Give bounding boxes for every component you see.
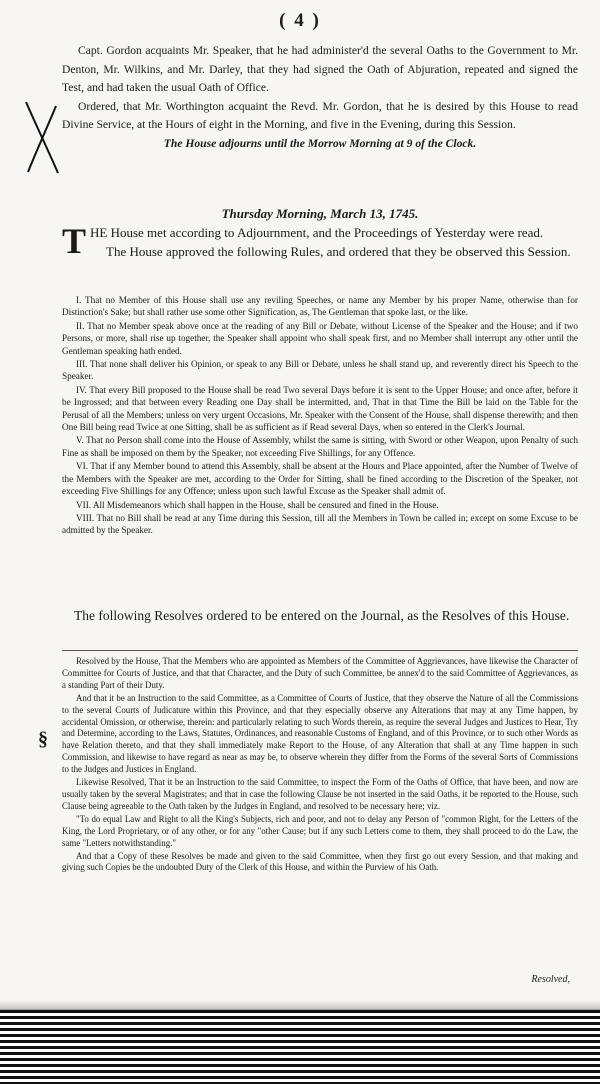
resolves-list [62,656,578,875]
page-number: ( 4 ) [279,10,321,31]
resolves-heading-section [62,606,578,625]
resolve-item: Likewise Resolved, That it be an Instruction to the said Committee, to inspect the Form of the Oaths of Office, that have been, and now are usually taken by the several Magistrates; and that in case the following Clause be not inserted in the said Oaths, it be reported to the House, such Clause being agreeable to the Oath taken by the Judges in England, and resolved to be necessary here; viz. [62,777,578,811]
margin-cross-mark [22,100,62,175]
adjournment-line: The House adjourns until the Morrow Morning at 9 of the Clock. [163,136,477,150]
house-met-text: HE House met according to Adjournment, and the Proceedings of Yesterday were read. [90,225,544,240]
house-met-section [62,221,578,261]
rule-item: I. That no Member of this House shall use any reviling Speeches, or name any Member by his proper Name, otherwise than for Distinction's Sake; but shall rather use some other Signification, as, The Gentleman that spoke last, or the like. [62,295,578,318]
rule-item: VII. All Misdemeanors which shall happen in the House, shall be censured and fined in the House. [76,499,439,510]
rule-item: V. That no Person shall come into the House of Assembly, whilst the same is sitting, with Sword or other Weapon, upon Penalty of such Fine as shall be imposed on them by the Speaker, not exceeding Five Shillings, for any Offence. [62,435,578,458]
rules-list [62,294,578,538]
resolve-item: And that it be an Instruction to the said Committee, as a Committee of Courts of Justice, that they observe the Nature of all the Commissions to the several Courts of Judicature within this Province, and that they especially observe any Alterations that may at any Time happen, by accidental Omission, or otherwise, therein: and particularly relating to such Words therein, as require the several Judges and Justices to Hear, Try and Determine, according to the Laws, Statutes, Ordinances, and reasonable Customs of England, and of this Province, or to such other Words as have Relation thereto, and that they shall immediately make Report to the House, of any Alteration that shall at any Time happen in such Commission, and likewise to have regard as near as may be, to observe wherein they differ from the Forms of the several Sorts of Commissions to the Judges and Justices in England. [62,692,578,775]
rule-item: III. That none shall deliver his Opinion, or speak to any Bill or Debate, unless he shall stand up, and reverently direct his Speech to the Speaker. [62,359,578,382]
margin-section-mark: § [38,728,48,750]
session-dateline: Thursday Morning, March 13, 1745. [221,206,419,221]
section-divider [62,650,578,651]
rule-item: IV. That every Bill proposed to the House shall be read Two several Days before it is sent to the Upper House; and once after, before it be Ingrossed; and that between every Reading one Day shall be intermitted, and, That in that Time the Bill be laid on the Table for the Perusal of all the Members; unless on very urgent Occasions, Mr. Speaker with the Consent of the House, shall dispense therewith; and then One Bill being read Twice at one Sitting, shall be as sufficient as if Read several Days, when so entered in the Clerk's Journal. [62,384,578,433]
drop-cap: T [62,221,87,261]
rule-item: VI. That if any Member bound to attend this Assembly, shall be absent at the Hours and Place appointed, after the Number of Twelve of the Members with the Speaker are met, according to the Order for Sitting, shall be fined according to the Discretion of the Speaker, not exceeding Five Shillings for any Offence; unless upon such lawful Excuse as the Speaker shall admit of. [62,461,578,497]
resolve-item: And that a Copy of these Resolves be made and given to the said Committee, when they first go out every Session, and that making and giving such Copies be the undoubted Duty of the Clerk of this House, and within the Purview of his Oath. [62,850,578,873]
intro-section [62,42,578,153]
resolves-heading: The following Resolves ordered to be entered on the Journal, as the Resolves of this House. [74,608,570,623]
rules-approved-paragraph: The House approved the following Rules, and ordered that they be observed this Session. [106,244,571,259]
catchword: Resolved, [531,974,570,985]
resolve-item: "To do equal Law and Right to all the King's Subjects, rich and poor, and not to delay any Person of "common Right, for the Letters of the King, the Lord Proprietary, or of any other, or for any "other Cause; but if any such Letters come to them, they shall proceed to do the Law, the same "Letters notwithstanding." [62,813,578,848]
page-stack-edge [0,1010,600,1084]
rule-item: II. That no Member speak above once at the reading of any Bill or Debate, without License of the Speaker and the House; and if two Persons, or more, shall rise up together, the Speaker shall appoint who shall speak first, and no Member shall interrupt any other until the Gentleman speaking hath ended. [62,320,578,356]
resolve-item: Resolved by the House, That the Members who are appointed as Members of the Committee of Aggrievances, have likewise the Character of Committee for Courts of Justice, and that that Character, and the Duty of such Committee, be annex'd to the said Committee of Aggrievances, as a standing Part of their Duty. [62,656,578,690]
intro-paragraph-oaths: Capt. Gordon acquaints Mr. Speaker, that he had administer'd the several Oaths to the Government to Mr. Denton, Mr. Wilkins, and Mr. Darley, that they had signed the Oath of Abjuration, repeated and signed the Test, and had taken the usual Oath of Office. [62,44,578,94]
intro-paragraph-divine-service: Ordered, that Mr. Worthington acquaint the Revd. Mr. Gordon, that he is desired by this House to read Divine Service, at the Hours of eight in the Morning, and five in the Evening, during this Session. [62,99,578,131]
rule-item: VIII. That no Bill shall be read at any Time during this Session, till all the Members in Town be called in; except on some Excuse to be admitted by the Speaker. [62,512,578,536]
